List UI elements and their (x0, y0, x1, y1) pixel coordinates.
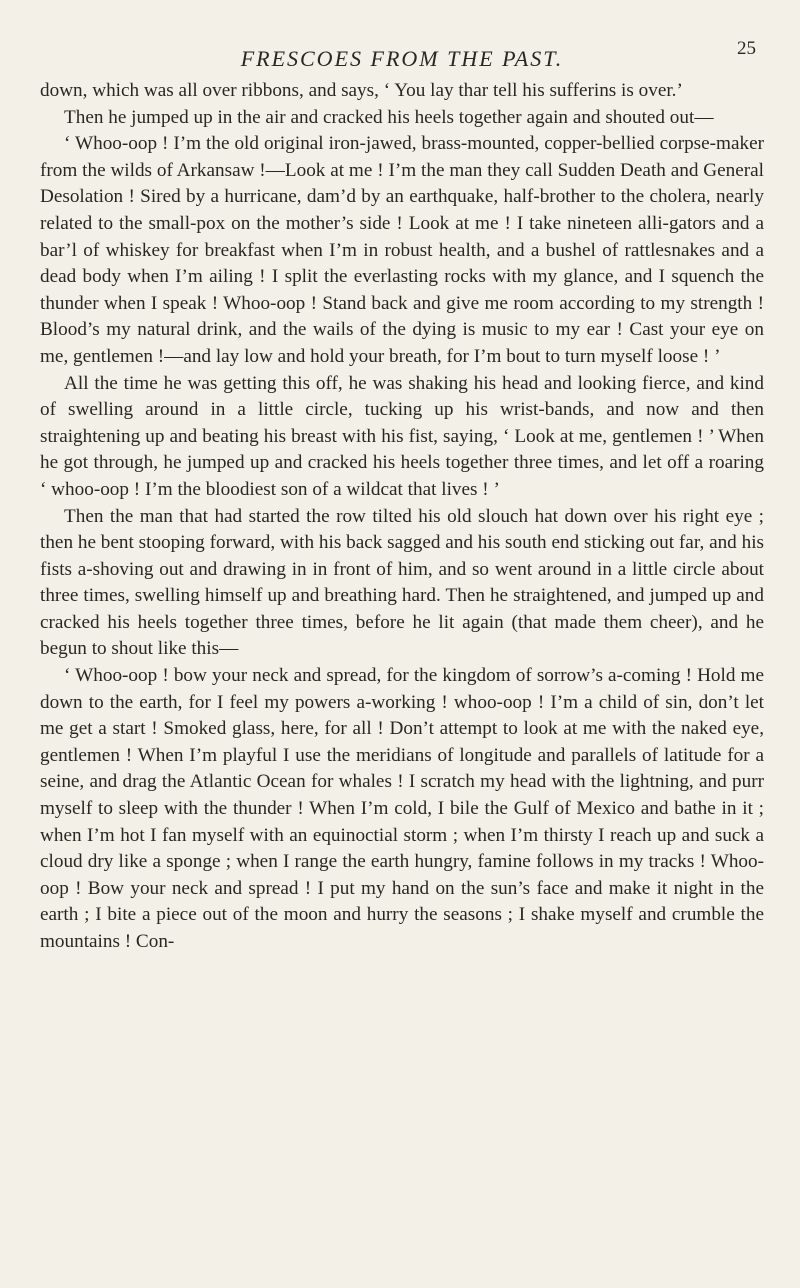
running-head: FRESCOES FROM THE PAST. (240, 46, 564, 71)
paragraph: ‘ Whoo-oop ! I’m the old original iron-jawed, brass-mounted, copper-bellied corpse-maker from the wilds of Arkansaw !—Look at me ! I’m the man they call Sudden Death and General Desolation ! Sired by a hurricane, dam’d by an earthquake, half-brother to the cholera, nearly related to the small-pox on the mother’s side ! Look at me ! I take nineteen alli-gators and a bar’l of whiskey for breakfast when I’m in robust health, and a bushel of rattlesnakes and a dead body when I’m ailing ! I split the everlasting rocks with my glance, and I squench the thunder when I speak ! Whoo-oop ! Stand back and give me room according to my strength ! Blood’s my natural drink, and the wails of the dying is music to my ear ! Cast your eye on me, gentlemen !—and lay low and hold your breath, for I’m bout to turn myself loose ! ’ (40, 133, 764, 367)
page-number: 25 (737, 38, 756, 59)
paragraph: All the time he was getting this off, he was shaking his head and looking fierce, and kind of swelling around in a little circle, tucking up his wrist-bands, and now and then straightening up and beating his breast with his fist, saying, ‘ Look at me, gentlemen ! ’ When he got through, he jumped up and cracked his heels together three times, and let off a roaring ‘ whoo-oop ! I’m the bloodiest son of a wildcat that lives ! ’ (40, 372, 764, 500)
page-header (40, 38, 764, 78)
paragraph: down, which was all over ribbons, and says, ‘ You lay thar tell his sufferins is over.’ (40, 80, 683, 101)
paragraph: Then the man that had started the row tilted his old slouch hat down over his right eye ; then he bent stooping forward, with his back sagged and his south end sticking out far, and his fists a-shoving out and drawing in in front of him, and so went around in a little circle about three times, swelling himself up and breathing hard. Then he straightened, and jumped up and cracked his heels together three times, before he lit again (that made them cheer), and he begun to shout like this— (40, 505, 764, 660)
body-text (40, 78, 764, 956)
paragraph: Then he jumped up in the air and cracked his heels together again and shouted out— (64, 106, 714, 128)
paragraph: ‘ Whoo-oop ! bow your neck and spread, for the kingdom of sorrow’s a-coming ! Hold me down to the earth, for I feel my powers a-working ! whoo-oop ! I’m a child of sin, don’t let me get a start ! Smoked glass, here, for all ! Don’t attempt to look at me with the naked eye, gentlemen ! When I’m playful I use the meridians of longitude and parallels of latitude for a seine, and drag the Atlantic Ocean for whales ! I scratch my head with the lightning, and purr myself to sleep with the thunder ! When I’m cold, I bile the Gulf of Mexico and bathe in it ; when I’m hot I fan myself with an equinoctial storm ; when I’m thirsty I reach up and suck a cloud dry like a sponge ; when I range the earth hungry, famine follows in my tracks ! Whoo-oop ! Bow your neck and spread ! I put my hand on the sun’s face and make it night in the earth ; I bite a piece out of the moon and hurry the seasons ; I shake myself and crumble the mountains ! Con- (40, 665, 764, 952)
